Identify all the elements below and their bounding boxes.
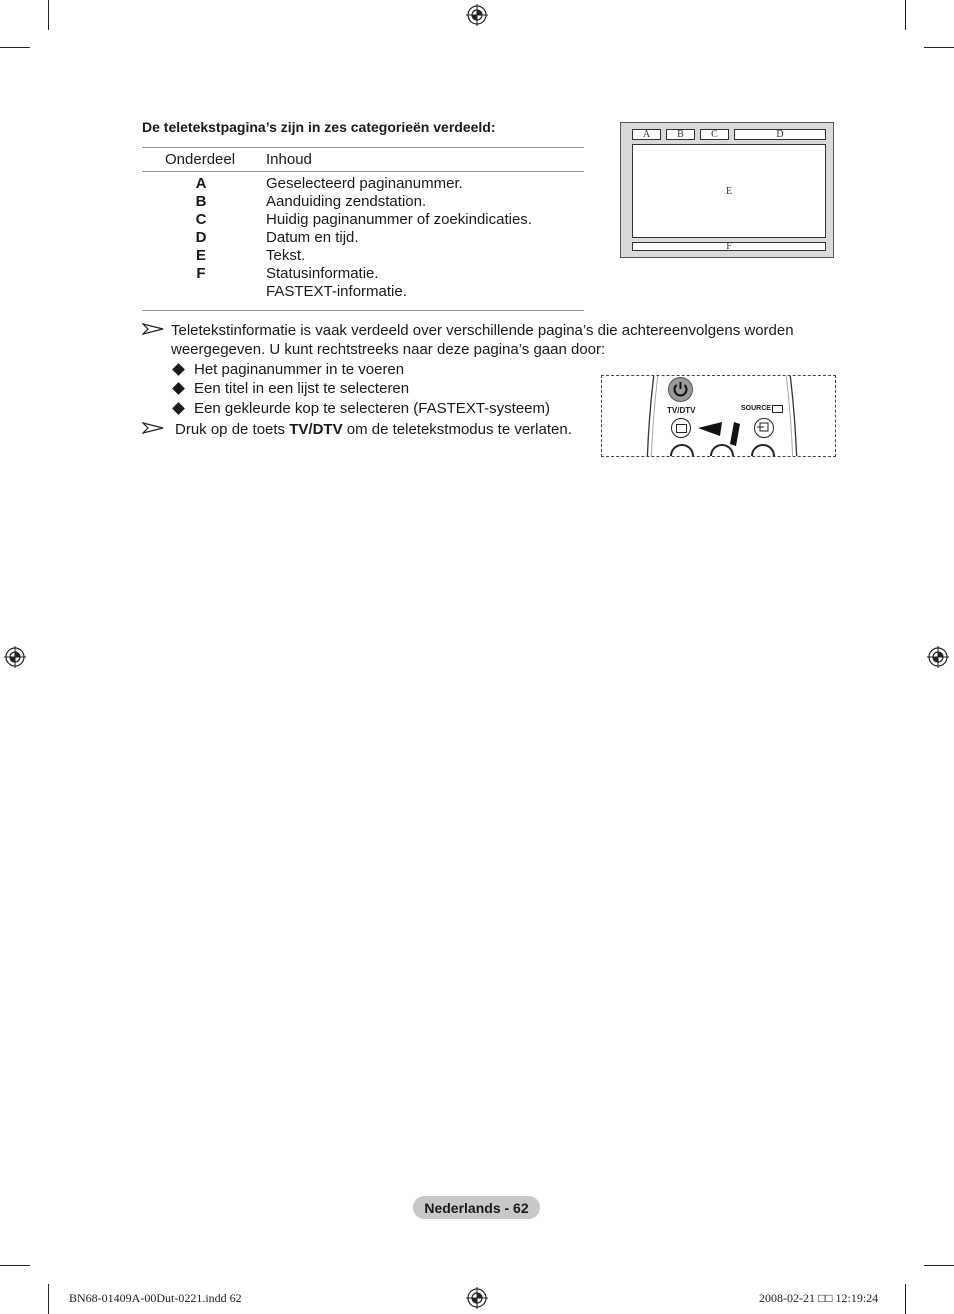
table-rule-top bbox=[142, 147, 584, 148]
row-desc: Huidig paginanummer of zoekindicaties. bbox=[266, 211, 532, 228]
power-button-icon bbox=[668, 377, 693, 402]
tvdtv-button-icon bbox=[671, 418, 691, 438]
crop-mark bbox=[905, 0, 906, 30]
table-rule-header bbox=[142, 171, 584, 172]
diagram-box-b: B bbox=[666, 129, 695, 140]
registration-mark-icon bbox=[4, 646, 26, 668]
diagram-box-e: E bbox=[632, 144, 826, 238]
row-desc: Statusinformatie. bbox=[266, 265, 379, 282]
page-number-badge: Nederlands - 62 bbox=[413, 1196, 540, 1219]
source-label: SOURCE bbox=[741, 405, 771, 412]
list-item-text: Een gekleurde kop te selecteren (FASTEXT-systeem) bbox=[194, 400, 550, 417]
row-desc: Datum en tijd. bbox=[266, 229, 359, 246]
exit-instruction-post: om de teletekstmodus te verlaten. bbox=[342, 421, 572, 438]
note-text-line: Teletekstinformatie is vaak verdeeld over verschillende pagina’s die achtereenvolgens worden bbox=[171, 322, 794, 339]
diagram-box-d: D bbox=[734, 129, 826, 140]
row-code: C bbox=[195, 211, 207, 228]
row-code: E bbox=[195, 247, 206, 264]
diamond-bullet-icon bbox=[172, 363, 185, 376]
source-menu-icon bbox=[772, 405, 783, 413]
crop-mark bbox=[0, 1265, 30, 1266]
diamond-bullet-icon bbox=[172, 382, 185, 395]
teletext-screen-diagram bbox=[620, 122, 834, 258]
list-item-text: Het paginanummer in te voeren bbox=[194, 361, 405, 378]
remote-drawing bbox=[602, 376, 836, 457]
row-desc: FASTEXT-informatie. bbox=[266, 283, 407, 300]
row-code: B bbox=[195, 193, 207, 210]
registration-mark-icon bbox=[466, 1287, 488, 1309]
table-header-part: Onderdeel bbox=[165, 151, 236, 168]
row-code: F bbox=[196, 265, 206, 282]
table-rule-bottom bbox=[142, 310, 584, 311]
section-intro: De teletekstpagina’s zijn in zes categorieën verdeeld: bbox=[142, 119, 496, 135]
remote-illustration bbox=[601, 375, 836, 457]
row-desc: Tekst. bbox=[266, 247, 306, 264]
registration-mark-icon bbox=[466, 4, 488, 26]
registration-mark-icon bbox=[927, 646, 949, 668]
crop-mark bbox=[905, 1284, 906, 1314]
crop-mark bbox=[924, 47, 954, 48]
note-arrow-icon bbox=[142, 323, 164, 335]
crop-mark bbox=[48, 1284, 49, 1314]
row-code: A bbox=[195, 175, 207, 192]
list-item-text: Een titel in een lijst te selecteren bbox=[194, 380, 410, 397]
print-slug-file: BN68-01409A-00Dut-0221.indd 62 bbox=[69, 1291, 242, 1305]
crop-mark bbox=[924, 1265, 954, 1266]
diamond-bullet-icon bbox=[172, 402, 185, 415]
diagram-box-a: A bbox=[632, 129, 661, 140]
note-text-line: weergegeven. U kunt rechtstreeks naar deze pagina’s gaan door: bbox=[171, 341, 606, 358]
diagram-box-c: C bbox=[700, 129, 729, 140]
table-header-content: Inhoud bbox=[266, 151, 312, 168]
crop-mark bbox=[48, 0, 49, 30]
exit-instruction bbox=[175, 420, 572, 439]
exit-instruction-pre: Druk op de toets bbox=[175, 421, 290, 438]
row-code: D bbox=[195, 229, 207, 246]
row-desc: Geselecteerd paginanummer. bbox=[266, 175, 463, 192]
source-button-icon bbox=[754, 418, 774, 438]
note-arrow-icon bbox=[142, 422, 164, 434]
tvdtv-label: TV/DTV bbox=[667, 406, 696, 415]
print-slug-timestamp: 2008-02-21 □□ 12:19:24 bbox=[759, 1291, 879, 1305]
row-desc: Aanduiding zendstation. bbox=[266, 193, 427, 210]
diagram-box-f: F bbox=[632, 242, 826, 251]
crop-mark bbox=[0, 47, 30, 48]
tvdtv-key-label: TV/DTV bbox=[289, 421, 343, 438]
